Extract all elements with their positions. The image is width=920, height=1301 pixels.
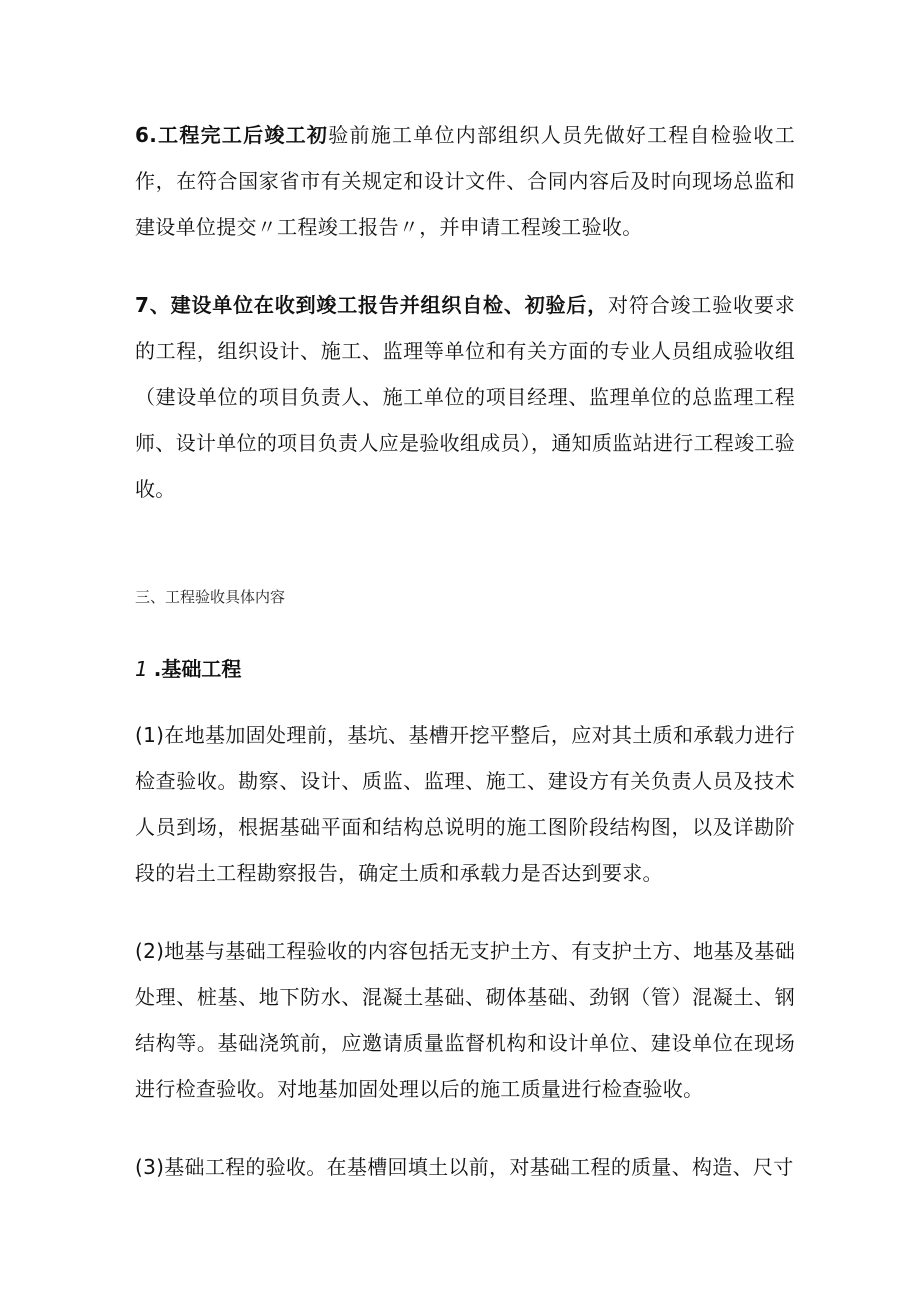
paragraph-item-6 — [135, 112, 795, 250]
paragraph-foundation-3: (3)基础工程的验收。在基槽回填土以前，对基础工程的质量、构造、尺寸 — [135, 1155, 794, 1179]
paragraph-item-6-body: 验前施工单位内部组织人员先做好工程自检验收工作，在符合国家省市有关规定和设计文件、合同内容后及时向现场总监和建设单位提交〃工程竣工报告〃，并申请工程竣工验收。 — [135, 123, 795, 239]
paragraph-item-7 — [135, 282, 795, 512]
subsection-heading-foundation — [135, 652, 241, 686]
paragraph-foundation-1: (1)在地基加固处理前，基坑、基槽开挖平整后，应对其土质和承载力进行检查验收。勘察、设计、质监、监理、施工、建设方有关负责人员及技术人员到场，根据基础平面和结构总说明的施工图阶段结构图，以及详勘阶段的岩土工程勘察报告，确定土质和承载力是否达到要求。 — [135, 723, 795, 885]
subsection-number: 1 — [135, 657, 148, 681]
paragraph-item-7-lead: 7、建设单位在收到竣工报告并组织自检、初验后， — [135, 293, 609, 317]
paragraph-foundation-2: (2)地基与基础工程验收的内容包括无支护土方、有支护土方、地基及基础处理、桩基、地下防水、混凝土基础、砌体基础、劲钢（管）混凝土、钢结构等。基础浇筑前，应邀请质量监督机构和设计单位、建设单位在现场进行检查验收。对地基加固处理以后的施工质量进行检查验收。 — [135, 939, 795, 1101]
paragraph-item-6-lead: 6.工程完工后竣工初 — [135, 123, 329, 147]
section-heading-3: 三、工程验收具体内容 — [135, 588, 286, 606]
paragraph-item-7-body: 对符合竣工验收要求的工程，组织设计、施工、监理等单位和有关方面的专业人员组成验收组（建设单位的项目负责人、施工单位的项目经理、监理单位的总监理工程师、设计单位的项目负责人应是验收组成员），通知质监站进行工程竣工验收。 — [135, 293, 795, 501]
subsection-label: .基础工程 — [153, 657, 242, 681]
